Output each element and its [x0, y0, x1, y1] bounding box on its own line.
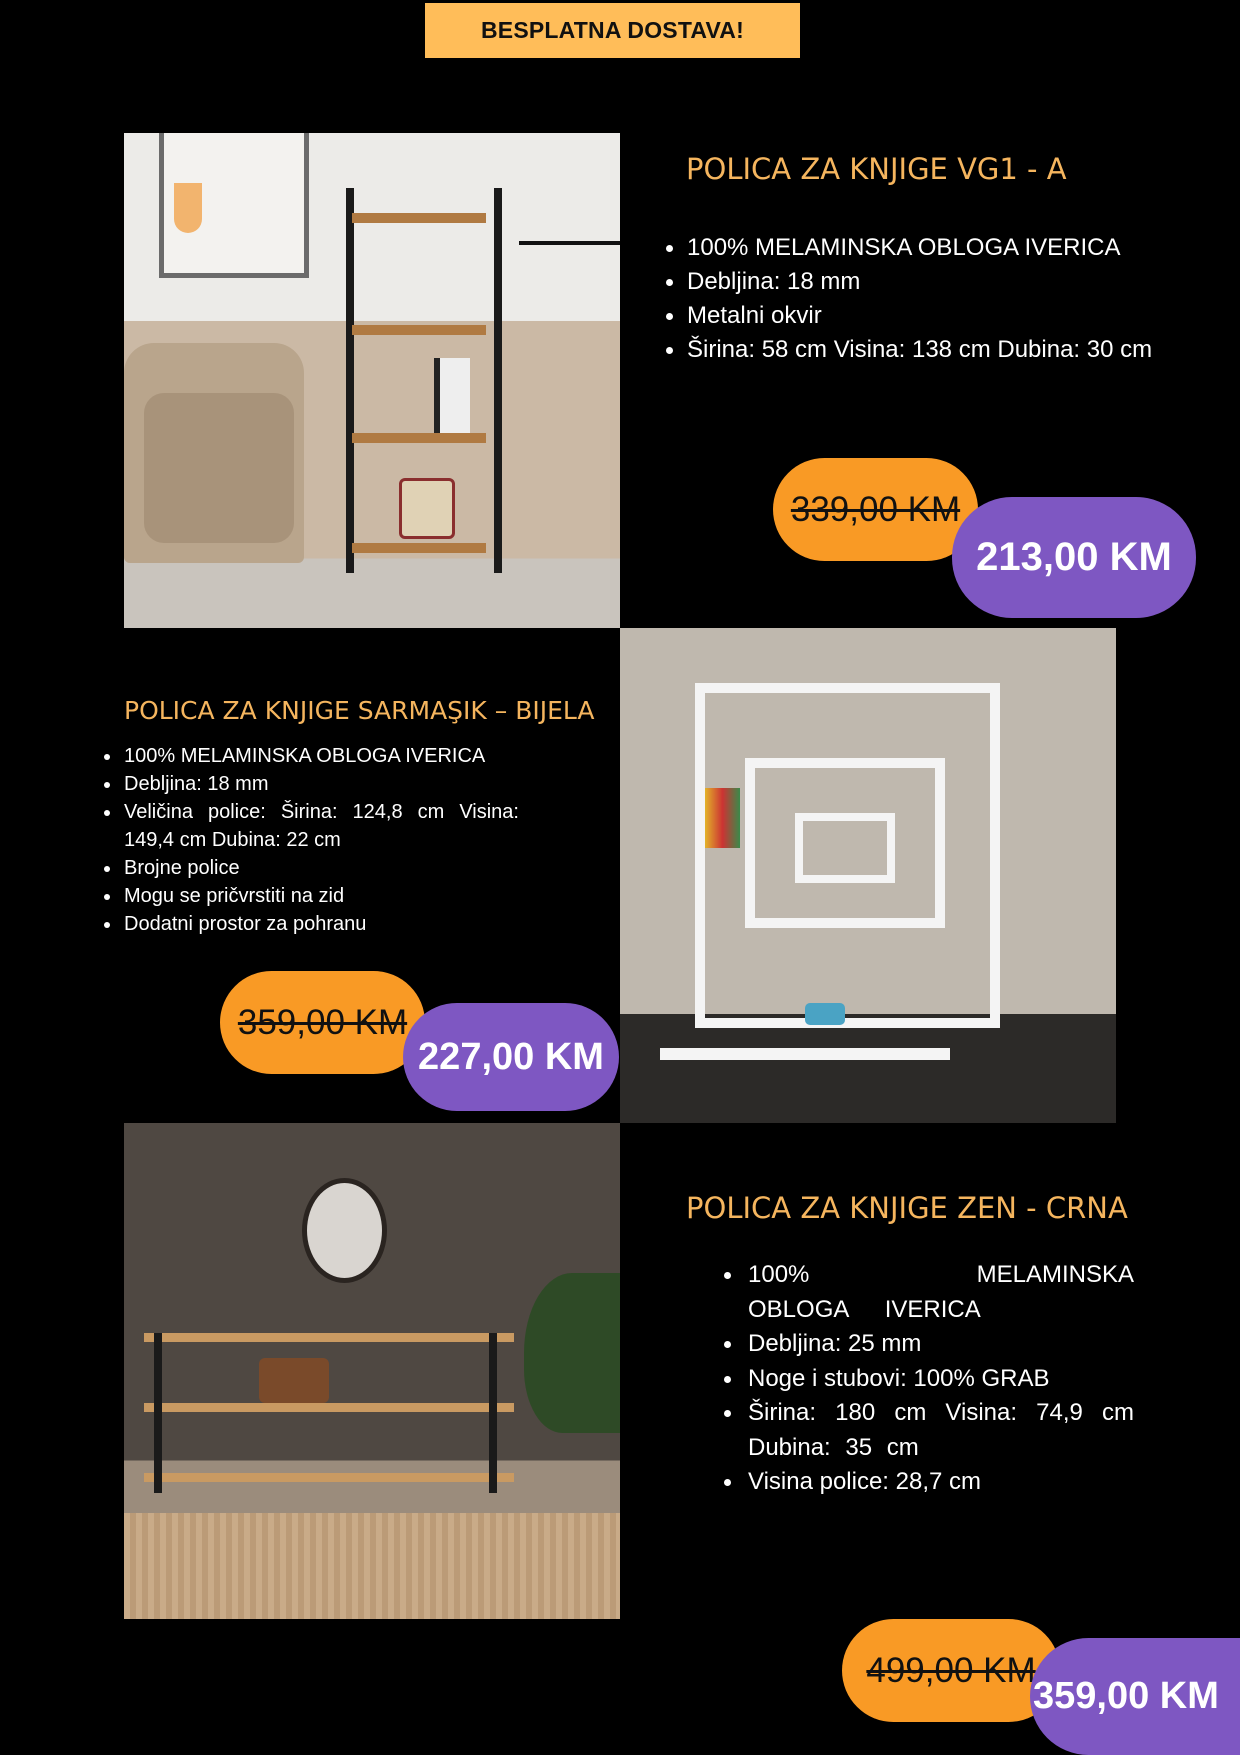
old-price: [842, 1619, 1060, 1722]
product-image-zen: [124, 1123, 620, 1619]
feature-item: Širina: 180 cm Visina: 74,9 cm Dubina: 35 cm: [748, 1396, 1134, 1465]
product-title: POLICA ZA KNJIGE SARMAŞIK – BIJELA: [124, 696, 595, 725]
feature-item: 100% MELAMINSKA OBLOGA IVERICA: [687, 231, 1174, 265]
feature-item: Dodatni prostor za pohranu: [124, 910, 519, 938]
feature-item: Debljina: 25 mm: [748, 1327, 1134, 1362]
old-price-text: 359,00 KM: [237, 1002, 408, 1042]
feature-item: Mogu se pričvrstiti na zid: [124, 882, 519, 910]
feature-item: Brojne police: [124, 854, 519, 882]
feature-item: 100% MELAMINSKA OBLOGA IVERICA: [748, 1258, 1134, 1327]
divider-line: [519, 241, 620, 245]
feature-item: Širina: 58 cm Visina: 138 cm Dubina: 30 cm: [687, 333, 1174, 367]
feature-list: [748, 1258, 1134, 1500]
product-title: POLICA ZA KNJIGE ZEN - CRNA: [686, 1191, 1128, 1225]
new-price: 227,00 KM: [403, 1003, 619, 1111]
new-price: 359,00 KM: [1030, 1638, 1240, 1755]
feature-item: Debljina: 18 mm: [124, 770, 519, 798]
feature-item: Noge i stubovi: 100% GRAB: [748, 1362, 1134, 1397]
feature-list: [124, 742, 519, 938]
product-title: POLICA ZA KNJIGE VG1 - A: [686, 152, 1067, 186]
feature-item: Debljina: 18 mm: [687, 265, 1174, 299]
old-price-text: 499,00 KM: [866, 1650, 1036, 1690]
old-price: [773, 458, 978, 561]
new-price: 213,00 KM: [952, 497, 1196, 618]
feature-item: Metalni okvir: [687, 299, 1174, 333]
product-image-sarmasik: [620, 628, 1116, 1123]
old-price: [220, 971, 425, 1074]
old-price-text: 339,00 KM: [790, 489, 961, 529]
feature-item: Veličina police: Širina: 124,8 cm Visina: 149,4 cm Dubina: 22 cm: [124, 798, 519, 854]
feature-list: [687, 231, 1174, 367]
feature-item: Visina police: 28,7 cm: [748, 1465, 1134, 1500]
product-image-vg1: [124, 133, 620, 628]
free-delivery-banner: BESPLATNA DOSTAVA!: [425, 3, 800, 58]
feature-item: 100% MELAMINSKA OBLOGA IVERICA: [124, 742, 519, 770]
